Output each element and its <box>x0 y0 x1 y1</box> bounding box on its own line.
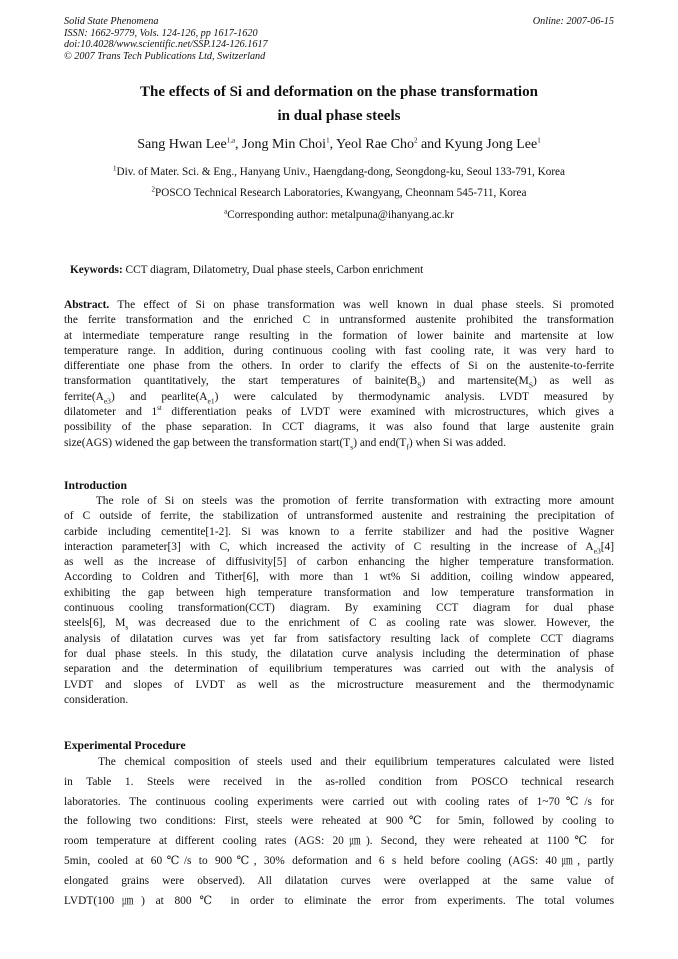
intro-line <box>64 616 614 631</box>
abstract-text: ) were calculated by thermodynamic analysis. LVDT measured by <box>214 390 614 403</box>
section-heading-experimental: Experimental Procedure <box>64 739 186 752</box>
journal-name: Solid State Phenomena <box>64 16 159 27</box>
abstract-text: transformation quantitatively, the start temperatures of bainite(B <box>64 375 418 388</box>
abstract-line: differentiate one phase from the others. In order to clarify the effects of Si on the austenite-to-ferrite <box>64 360 614 373</box>
online-date: Online: 2007-06-15 <box>532 16 614 27</box>
subscript: e3 <box>593 546 601 556</box>
subscript: f <box>406 441 409 451</box>
intro-line: separation and the determination of equilibrium temperatures was carried out with the analysis of <box>64 663 614 676</box>
abstract-line <box>64 405 614 420</box>
author-list <box>64 136 614 154</box>
intro-text: steels[6], M <box>64 617 126 630</box>
intro-text: interaction parameter[3] with C, which increased the activity of C resulting in the increase of A <box>64 540 594 553</box>
author-4-affil-mark: 1 <box>537 136 541 145</box>
exp-line: in Table 1. Steels were received in the as-rolled condition from POSCO technical research <box>64 775 614 788</box>
affiliation-1 <box>64 165 614 179</box>
abstract-line <box>64 374 614 389</box>
exp-line: 5min, cooled at 60℃/s to 900℃, 30% deformation and 6 s held before cooling (AGS: 40㎛, partly <box>64 854 614 867</box>
abstract-line <box>64 436 614 451</box>
intro-text: was decreased due to the enrichment of C as cooling rate was slower. However, the <box>128 617 614 630</box>
exp-line: laboratories. The continuous cooling experiments were carried out with cooling rates of 1~70℃/s for <box>64 795 614 808</box>
issn-line: ISSN: 1662-9779, Vols. 124-126, pp 1617-1620 <box>64 27 258 39</box>
abstract-text: ) and end(T <box>353 436 407 449</box>
section-heading-introduction: Introduction <box>64 479 127 492</box>
abstract-line <box>64 298 614 313</box>
abstract-line: at intermediate temperature range resulting in the formation of lower bainite and martensite at low <box>64 329 614 342</box>
keywords <box>70 263 423 277</box>
affiliation-2-text: POSCO Technical Research Laboratories, Kwangyang, Cheonnam 545-711, Korea <box>155 187 527 199</box>
abstract-line: possibility of the phase separation. In CCT diagrams, it was also found that large austenite grain <box>64 421 614 434</box>
experimental-body <box>64 753 614 911</box>
subscript: e1 <box>207 396 215 406</box>
author-1: Sang Hwan Lee <box>137 137 227 152</box>
abstract-line: temperature range. In addition, during continuous cooling with fast cooling rate, it was very hard to <box>64 344 614 357</box>
author-2-affil-mark: 1 <box>326 136 330 145</box>
title-line-1: The effects of Si and deformation on the phase transformation <box>140 84 538 100</box>
intro-line: According to Coldren and Tither[6], with more than 1 wt% Si addition, coiling window appeared, <box>64 571 614 584</box>
subscript: s <box>125 622 129 632</box>
keywords-label: Keywords: <box>70 264 123 276</box>
subscript: s <box>350 441 354 451</box>
author-1-affil-mark: 1,a <box>226 136 236 145</box>
exp-line: room temperature at different cooling rates (AGS: 20㎛). Second, they were reheated at 1100℃ for <box>64 835 614 848</box>
corresponding-email[interactable]: Corresponding author: metalpuna@ihanyang.ac.kr <box>227 209 454 221</box>
corresponding-mark: a <box>224 207 228 216</box>
exp-line: the following two conditions: First, steels were reheated at 900℃ for 5min, followed by cooling to <box>64 815 614 828</box>
author-3: , Yeol Rae Cho <box>329 137 414 152</box>
intro-line: carbide including cementite[1-2]. Si was known to a ferrite stabilizer and had the positive Wagner <box>64 525 614 538</box>
author-4: and Kyung Jong Lee <box>417 137 538 152</box>
exp-line: LVDT(100㎛) at 800℃ in order to eliminate the error from experiments. The total volumes <box>64 894 614 907</box>
author-3-affil-mark: 2 <box>413 136 418 145</box>
corresponding-author <box>64 208 614 222</box>
subscript: S <box>528 380 533 390</box>
affiliation-2 <box>64 186 614 200</box>
intro-line: exhibiting the gap between high temperature transformation and low temperature transformation in <box>64 586 614 599</box>
copyright-line: © 2007 Trans Tech Publications Ltd, Switzerland <box>64 50 266 62</box>
intro-line: LVDT and slopes of LVDT as well as the microstructure measurement and the thermodynamic <box>64 678 614 691</box>
intro-text: [4] <box>600 540 614 553</box>
exp-line: elongated grains were observed). All dilatation curves were overlapped at the same value of <box>64 874 614 887</box>
intro-line: for dual phase steels. In this study, the dilatation curve analysis including the determination of phase <box>64 647 614 660</box>
subscript: S <box>417 380 422 390</box>
title-line-2: in dual phase steels <box>277 108 401 124</box>
superscript: st <box>157 404 162 413</box>
intro-line: of C outside of ferrite, the stabilization of untransformed austenite and restraining the precipitation of <box>64 510 614 523</box>
intro-line: The role of Si on steels was the promotion of ferrite transformation with extracting more amount <box>64 495 614 507</box>
abstract-text: ) and pearlite(A <box>110 390 208 403</box>
journal-header <box>64 16 268 62</box>
introduction-body <box>64 494 614 708</box>
abstract-text: ) as well as <box>532 375 614 388</box>
paper-title <box>64 80 614 128</box>
abstract <box>64 298 614 451</box>
affiliation-1-text: Div. of Mater. Sci. & Eng., Hanyang Univ., Haengdang-dong, Seongdong-ku, Seoul 133-791, Korea <box>116 166 565 178</box>
intro-line: analysis of dilatation curves was yet far from satisfactory resulting lack of complete CCT diagrams <box>64 632 614 645</box>
affiliation-2-mark: 2 <box>151 185 156 194</box>
intro-line <box>64 540 614 555</box>
subscript: e3 <box>103 396 111 406</box>
affiliation-1-mark: 1 <box>113 164 117 173</box>
intro-line: as well as the increase of diffusivity[5] of carbon enhancing the higher temperature transformation. <box>64 556 614 569</box>
intro-line: consideration. <box>64 693 129 706</box>
keywords-text: CCT diagram, Dilatometry, Dual phase steels, Carbon enrichment <box>122 264 424 276</box>
abstract-text: size(AGS) widened the gap between the transformation start(T <box>64 436 351 449</box>
abstract-line: the ferrite transformation and the enriched C in untransformed austenite prohibited the transformation <box>64 314 614 327</box>
abstract-text: differentiation peaks of LVDT were examined with microstructures, which gives a <box>161 406 614 419</box>
abstract-text: ) when Si was added. <box>408 436 506 449</box>
author-2: , Jong Min Choi <box>235 137 327 152</box>
abstract-text: ) and martensite(M <box>421 375 529 388</box>
abstract-text: The effect of Si on phase transformation was well known in dual phase steels. Si promoted <box>109 299 614 311</box>
exp-line: The chemical composition of steels used and their equilibrium temperatures calculated were listed <box>64 756 614 768</box>
abstract-text: dilatometer and 1 <box>64 406 158 419</box>
abstract-line <box>64 390 614 405</box>
intro-line: continuous cooling transformation(CCT) diagram. By examining CCT diagram for dual phase <box>64 602 614 615</box>
abstract-label: Abstract. <box>64 299 110 311</box>
abstract-text: ferrite(A <box>64 390 104 403</box>
doi-line: doi:10.4028/www.scientific.net/SSP.124-126.1617 <box>64 39 268 51</box>
